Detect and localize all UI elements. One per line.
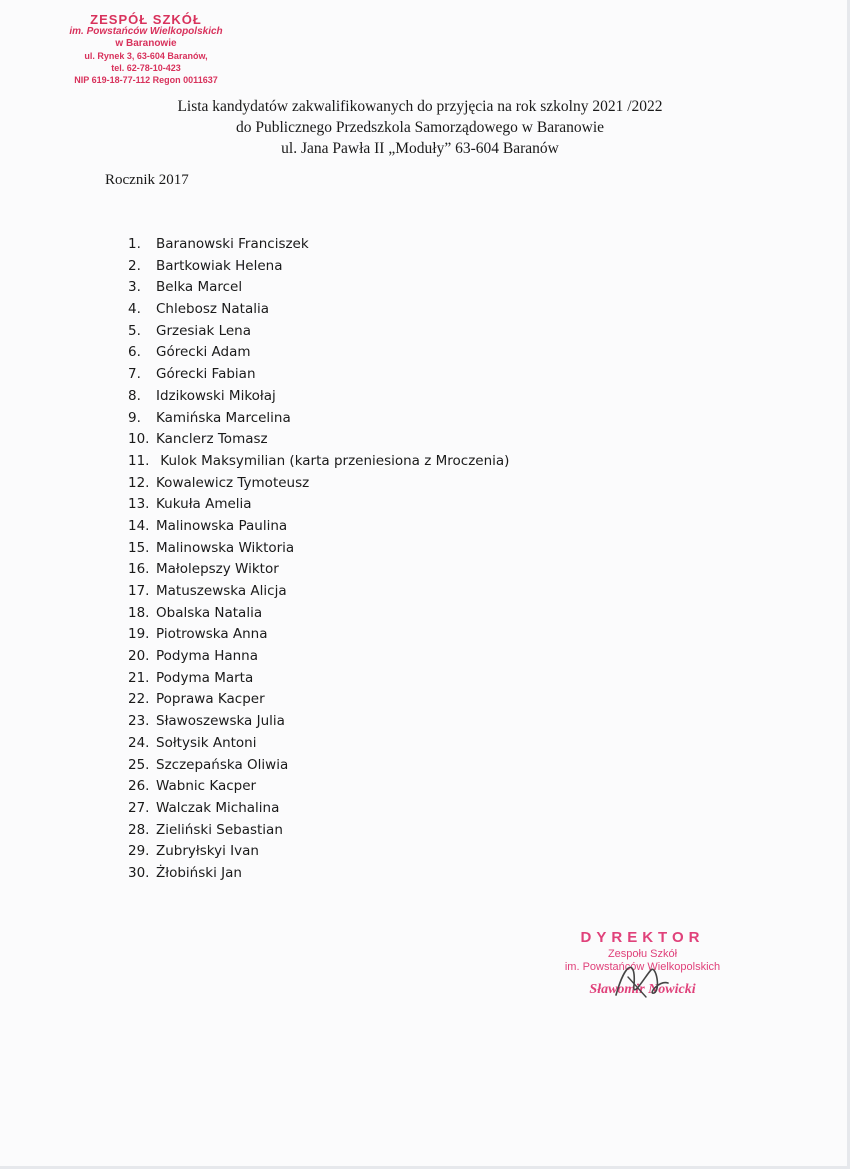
list-item-number: 5. xyxy=(128,322,141,339)
signature-org: Zespołu Szkół xyxy=(607,948,678,960)
list-item xyxy=(128,538,509,560)
list-item xyxy=(128,776,509,798)
list-item-number: 10. xyxy=(128,431,150,448)
list-item-number: 1. xyxy=(128,236,141,252)
list-item xyxy=(128,321,509,343)
list-item-name: Szczepańska Oliwia xyxy=(156,756,289,773)
stamp-line: w Baranowie xyxy=(115,38,177,49)
list-item xyxy=(128,473,509,495)
list-item-name: Malinowska Wiktoria xyxy=(156,539,295,556)
candidate-list xyxy=(128,234,509,885)
list-item-number: 12. xyxy=(128,474,150,491)
list-item xyxy=(128,494,509,516)
list-item-name: Małolepszy Wiktor xyxy=(156,561,279,578)
list-item-name: Kowalewicz Tymoteusz xyxy=(156,474,310,491)
list-item-number: 15. xyxy=(128,539,150,556)
list-item xyxy=(128,364,509,386)
stamp-line: ul. Rynek 3, 63-604 Baranów, xyxy=(84,51,208,61)
list-item-name: Poprawa Kacper xyxy=(156,691,265,708)
list-item-number: 6. xyxy=(128,344,141,361)
list-item-name: Chlebosz Natalia xyxy=(156,301,269,318)
list-item-name: Grzesiak Lena xyxy=(156,322,251,339)
document-header xyxy=(100,96,740,159)
list-item-name: Kulok Maksymilian (karta przeniesiona z Mroczenia) xyxy=(156,452,510,469)
list-item-name: Piotrowska Anna xyxy=(156,626,268,643)
list-item xyxy=(128,451,509,473)
list-item-name: Górecki Fabian xyxy=(156,366,256,383)
list-item-number: 4. xyxy=(128,301,141,318)
signature-org: im. Powstańców Wielkopolskich xyxy=(564,961,721,973)
list-item xyxy=(128,277,509,299)
list-item-name: Kukuła Amelia xyxy=(156,496,252,513)
list-item-number: 22. xyxy=(128,691,150,708)
list-item-name: Sołtysik Antoni xyxy=(156,734,257,751)
list-item-number: 19. xyxy=(128,626,150,643)
list-item-number: 2. xyxy=(128,257,141,274)
signature-name: Sławomir Nowicki xyxy=(589,982,696,997)
list-item-number: 17. xyxy=(128,583,150,599)
list-item-name: Podyma Hanna xyxy=(156,648,259,665)
list-item-name: Walczak Michalina xyxy=(156,799,280,816)
list-item xyxy=(128,646,509,668)
list-item-number: 13. xyxy=(128,496,150,513)
list-item-number: 25. xyxy=(128,756,150,773)
stamp-line: im. Powstańców Wielkopolskich xyxy=(69,26,223,37)
list-item xyxy=(128,733,509,755)
list-item xyxy=(128,624,509,646)
header-line: do Publicznego Przedszkola Samorządowego w Baranowie xyxy=(235,119,605,136)
stamp-line: tel. 62-78-10-423 xyxy=(111,63,181,73)
list-item-name: Zieliński Sebastian xyxy=(156,821,283,838)
list-item-name: Obalska Natalia xyxy=(156,604,263,621)
header-line: Lista kandydatów zakwalifikowanych do przyjęcia na rok szkolny 2021 /2022 xyxy=(177,98,663,115)
handwritten-signature-icon xyxy=(606,955,676,1005)
list-item xyxy=(128,841,509,863)
list-item-number: 18. xyxy=(128,604,150,621)
list-item-number: 21. xyxy=(128,669,150,686)
school-stamp xyxy=(48,14,244,86)
list-item xyxy=(128,516,509,538)
signature-title: DYREKTOR xyxy=(580,929,705,946)
list-item-name: Zubryłskyi Ivan xyxy=(156,843,259,860)
list-item-name: Kamińska Marcelina xyxy=(156,409,291,426)
list-item-name: Górecki Adam xyxy=(156,344,251,361)
list-item-name: Podyma Marta xyxy=(156,669,254,686)
list-item xyxy=(128,711,509,733)
list-item xyxy=(128,581,509,603)
list-item-number: 8. xyxy=(128,387,141,404)
stamp-line: NIP 619-18-77-112 Regon 0011637 xyxy=(74,75,218,85)
list-item xyxy=(128,408,509,430)
list-item-number: 14. xyxy=(128,517,150,534)
list-item xyxy=(128,386,509,408)
list-item-name: Belka Marcel xyxy=(156,279,243,296)
list-item-number: 27. xyxy=(128,799,150,816)
list-item xyxy=(128,689,509,711)
list-item xyxy=(128,755,509,777)
list-item xyxy=(128,342,509,364)
list-item-number: 7. xyxy=(128,366,141,383)
list-item xyxy=(128,863,509,885)
list-item xyxy=(128,234,509,256)
list-item-number: 29. xyxy=(128,843,150,860)
list-item-name: Idzikowski Mikołaj xyxy=(156,387,276,404)
list-item-name: Sławoszewska Julia xyxy=(156,713,285,730)
list-item-number: 20. xyxy=(128,648,150,665)
list-item-name: Kanclerz Tomasz xyxy=(156,431,268,448)
list-item-number: 24. xyxy=(128,734,150,751)
list-item-number: 23. xyxy=(128,713,150,730)
list-item xyxy=(128,429,509,451)
list-item-name: Baranowski Franciszek xyxy=(156,236,309,252)
list-item xyxy=(128,820,509,842)
header-line: ul. Jana Pawła II „Moduły” 63-604 Baranów xyxy=(281,140,559,157)
list-item-number: 28. xyxy=(128,821,150,838)
list-item xyxy=(128,256,509,278)
list-item-number: 3. xyxy=(128,279,141,296)
stamp-line: ZESPÓŁ SZKÓŁ xyxy=(90,12,202,27)
list-item-name: Matuszewska Alicja xyxy=(156,583,287,599)
list-item xyxy=(128,798,509,820)
list-item-name: Wabnic Kacper xyxy=(156,778,257,795)
list-item-name: Malinowska Paulina xyxy=(156,517,288,534)
list-item xyxy=(128,559,509,581)
list-item-number: 26. xyxy=(128,778,150,795)
year-label: Rocznik 2017 xyxy=(105,172,189,188)
list-item-number: 30. xyxy=(128,864,150,881)
list-item xyxy=(128,603,509,625)
list-item-name: Żłobiński Jan xyxy=(156,864,242,881)
list-item-number: 11. xyxy=(128,452,150,469)
list-item-number: 9. xyxy=(128,409,141,426)
list-item xyxy=(128,668,509,690)
list-item-name: Bartkowiak Helena xyxy=(156,257,283,274)
list-item-number: 16. xyxy=(128,561,150,578)
list-item xyxy=(128,299,509,321)
